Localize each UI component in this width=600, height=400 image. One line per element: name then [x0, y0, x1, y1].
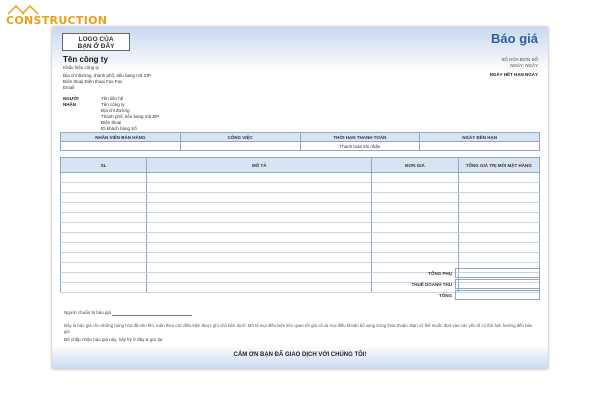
description-cell	[147, 183, 372, 193]
recipient-label	[63, 96, 79, 108]
company-name: Tên công ty	[63, 55, 108, 64]
line-total-cell	[458, 223, 539, 233]
unit-price-cell	[372, 223, 458, 233]
line-total-cell	[458, 183, 539, 193]
line-total-cell	[458, 233, 539, 243]
unit-price-cell	[372, 253, 458, 263]
thank-you-message: CẢM ƠN BẠN ĐÃ GIAO DỊCH VỚI CHÚNG TÔI!	[233, 352, 367, 358]
recipient-company: Tên công ty	[101, 102, 125, 107]
accept-label: Để chấp nhận báo giá này, hãy ký ở đây & gửi lại:	[64, 337, 164, 342]
tax-row	[60, 279, 540, 290]
line-total-cell	[458, 213, 539, 223]
watermark-text: CONSTRUCTION	[6, 14, 108, 27]
unit-price-cell	[372, 243, 458, 253]
recipient-name: Tên liên hệ	[101, 96, 124, 101]
line-total-cell	[458, 193, 539, 203]
recipient-block	[101, 96, 159, 132]
unit-price-cell	[372, 203, 458, 213]
cell-payment-terms: Thanh toán khi nhận	[300, 142, 420, 151]
quantity-cell	[61, 233, 147, 243]
table-row	[61, 243, 540, 253]
logo-placeholder-line1: LOGO CỦA	[78, 36, 114, 43]
line-total-cell	[458, 203, 539, 213]
terms-text: Đây là báo giá cho những hàng hóa đã nêu tên, tuân theo các điều kiện được ghi chú bên dưới: Mô tả mọi điều kiện liên quan tới giá cả và mọi điều khoản bổ sung trong thỏa thuận. Bạn có thể muốn đưa vào các yếu tố có thể ảnh hưởng đến báo giá	[64, 323, 533, 334]
info-table-row	[61, 142, 540, 151]
description-cell	[147, 243, 372, 253]
total-row	[60, 290, 540, 301]
subtotal-value	[455, 268, 540, 278]
recipient-city: Thành phố, tiểu bang mã ZIP	[101, 114, 160, 119]
description-cell	[147, 253, 372, 263]
info-table	[60, 132, 540, 151]
total-value	[455, 290, 540, 300]
cell-due-date	[420, 142, 540, 151]
document-title: Báo giá	[491, 31, 538, 46]
logo-placeholder	[62, 33, 130, 51]
invoice-number: SỐ HÓA ĐƠN SỐ	[501, 57, 538, 62]
quantity-cell	[61, 253, 147, 263]
header-description: MÔ TẢ	[147, 158, 372, 173]
cell-job	[180, 142, 300, 151]
recipient-label-line2: NHẬN	[63, 102, 76, 107]
table-row	[61, 173, 540, 183]
total-label: TỔNG	[439, 293, 452, 298]
invoice-info	[501, 57, 538, 69]
tax-value	[455, 279, 540, 289]
unit-price-cell	[372, 213, 458, 223]
quantity-cell	[61, 203, 147, 213]
logo-placeholder-line2: BẠN Ở ĐÂY	[77, 43, 115, 50]
table-row	[61, 203, 540, 213]
quantity-cell	[61, 193, 147, 203]
recipient-phone: Điện thoại	[101, 120, 122, 125]
subtotal-label: TỔNG PHỤ	[428, 271, 452, 276]
invoice-date: NGÀY: NGÀY	[510, 63, 538, 68]
quote-document	[52, 27, 548, 369]
totals-section	[60, 268, 540, 301]
recipient-street: Địa chỉ đường	[101, 108, 130, 113]
unit-price-cell	[372, 183, 458, 193]
description-cell	[147, 233, 372, 243]
description-cell	[147, 213, 372, 223]
description-cell	[147, 223, 372, 233]
company-slogan: Khẩu hiệu công ty	[63, 65, 100, 70]
table-row	[61, 193, 540, 203]
description-cell	[147, 193, 372, 203]
expiration-date: NGÀY HẾT HẠN NGÀY	[489, 72, 538, 77]
tax-label: THUẾ DOANH THU	[411, 282, 452, 287]
approver-label: Người chuẩn bị báo giá	[64, 310, 111, 315]
header-unit-price: ĐƠN GIÁ	[372, 158, 458, 173]
company-phone: Điện thoại Điện thoại Fax Fax	[63, 79, 123, 84]
quantity-cell	[61, 243, 147, 253]
subtotal-row	[60, 268, 540, 279]
table-row	[61, 253, 540, 263]
header-salesperson: NHÂN VIÊN BÁN HÀNG	[61, 133, 181, 142]
recipient-label-line1: NGƯỜI	[63, 96, 79, 101]
info-table-header	[61, 133, 540, 142]
unit-price-cell	[372, 193, 458, 203]
table-row	[61, 233, 540, 243]
quantity-cell	[61, 173, 147, 183]
line-total-cell	[458, 253, 539, 263]
company-email: Email	[63, 85, 75, 90]
header-due-date: NGÀY ĐẾN HẠN	[420, 133, 540, 142]
header-line-total: TỔNG GIÁ TRỊ MỖI MẶT HÀNG	[458, 158, 539, 173]
line-total-cell	[458, 173, 539, 183]
cell-salesperson	[61, 142, 181, 151]
quantity-cell	[61, 213, 147, 223]
unit-price-cell	[372, 233, 458, 243]
header-quantity: SL	[61, 158, 147, 173]
unit-price-cell	[372, 173, 458, 183]
quantity-cell	[61, 183, 147, 193]
company-contact	[63, 73, 151, 91]
table-row	[61, 183, 540, 193]
header-job: CÔNG VIỆC	[180, 133, 300, 142]
recipient-customer-id: ID khách hàng Số	[101, 126, 137, 131]
company-address: Địa chỉ đường, thành phố, tiểu bang mã ZIP	[63, 73, 151, 78]
table-row	[61, 213, 540, 223]
table-row	[61, 223, 540, 233]
quantity-cell	[61, 223, 147, 233]
line-total-cell	[458, 243, 539, 253]
description-cell	[147, 203, 372, 213]
description-cell	[147, 173, 372, 183]
items-table-header	[61, 158, 540, 173]
approver-signature-line	[112, 315, 192, 316]
header-payment-terms: THỜI HẠN THANH TOÁN	[300, 133, 420, 142]
